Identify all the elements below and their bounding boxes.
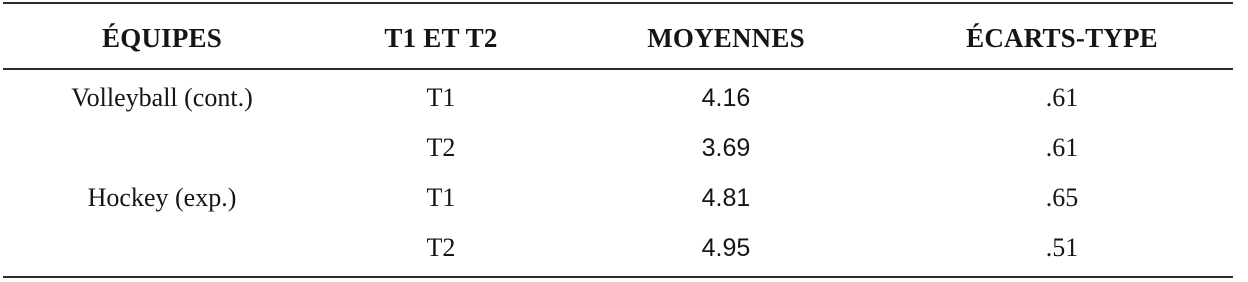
cell-ecart-type: .51 bbox=[1045, 233, 1079, 262]
cell-moyenne: 3.69 bbox=[701, 133, 751, 162]
header-equipes: ÉQUIPES bbox=[102, 22, 222, 53]
cell-moyenne: 4.95 bbox=[701, 233, 751, 262]
table-row bbox=[3, 222, 1233, 274]
header-t1-et-t2: T1 ET T2 bbox=[384, 22, 498, 53]
table-header-row bbox=[3, 10, 1233, 66]
cell-moyenne: 4.16 bbox=[701, 83, 751, 112]
header-ecarts-type: ÉCARTS-TYPE bbox=[966, 22, 1158, 53]
table-top-rule bbox=[3, 2, 1233, 4]
cell-temps: T2 bbox=[426, 133, 456, 162]
table-row bbox=[3, 122, 1233, 174]
table-row bbox=[3, 172, 1233, 224]
table-bottom-rule bbox=[3, 276, 1233, 278]
cell-ecart-type: .61 bbox=[1045, 83, 1079, 112]
cell-temps: T1 bbox=[426, 83, 456, 112]
cell-ecart-type: .61 bbox=[1045, 133, 1079, 162]
cell-ecart-type: .65 bbox=[1045, 183, 1079, 212]
cell-temps: T2 bbox=[426, 233, 456, 262]
table-row bbox=[3, 72, 1233, 124]
cell-moyenne: 4.81 bbox=[701, 183, 751, 212]
cell-equipe: Volleyball (cont.) bbox=[71, 83, 253, 112]
cell-equipe: Hockey (exp.) bbox=[87, 183, 237, 212]
cell-temps: T1 bbox=[426, 183, 456, 212]
header-moyennes: MOYENNES bbox=[647, 22, 805, 53]
table-header-rule bbox=[3, 68, 1233, 70]
